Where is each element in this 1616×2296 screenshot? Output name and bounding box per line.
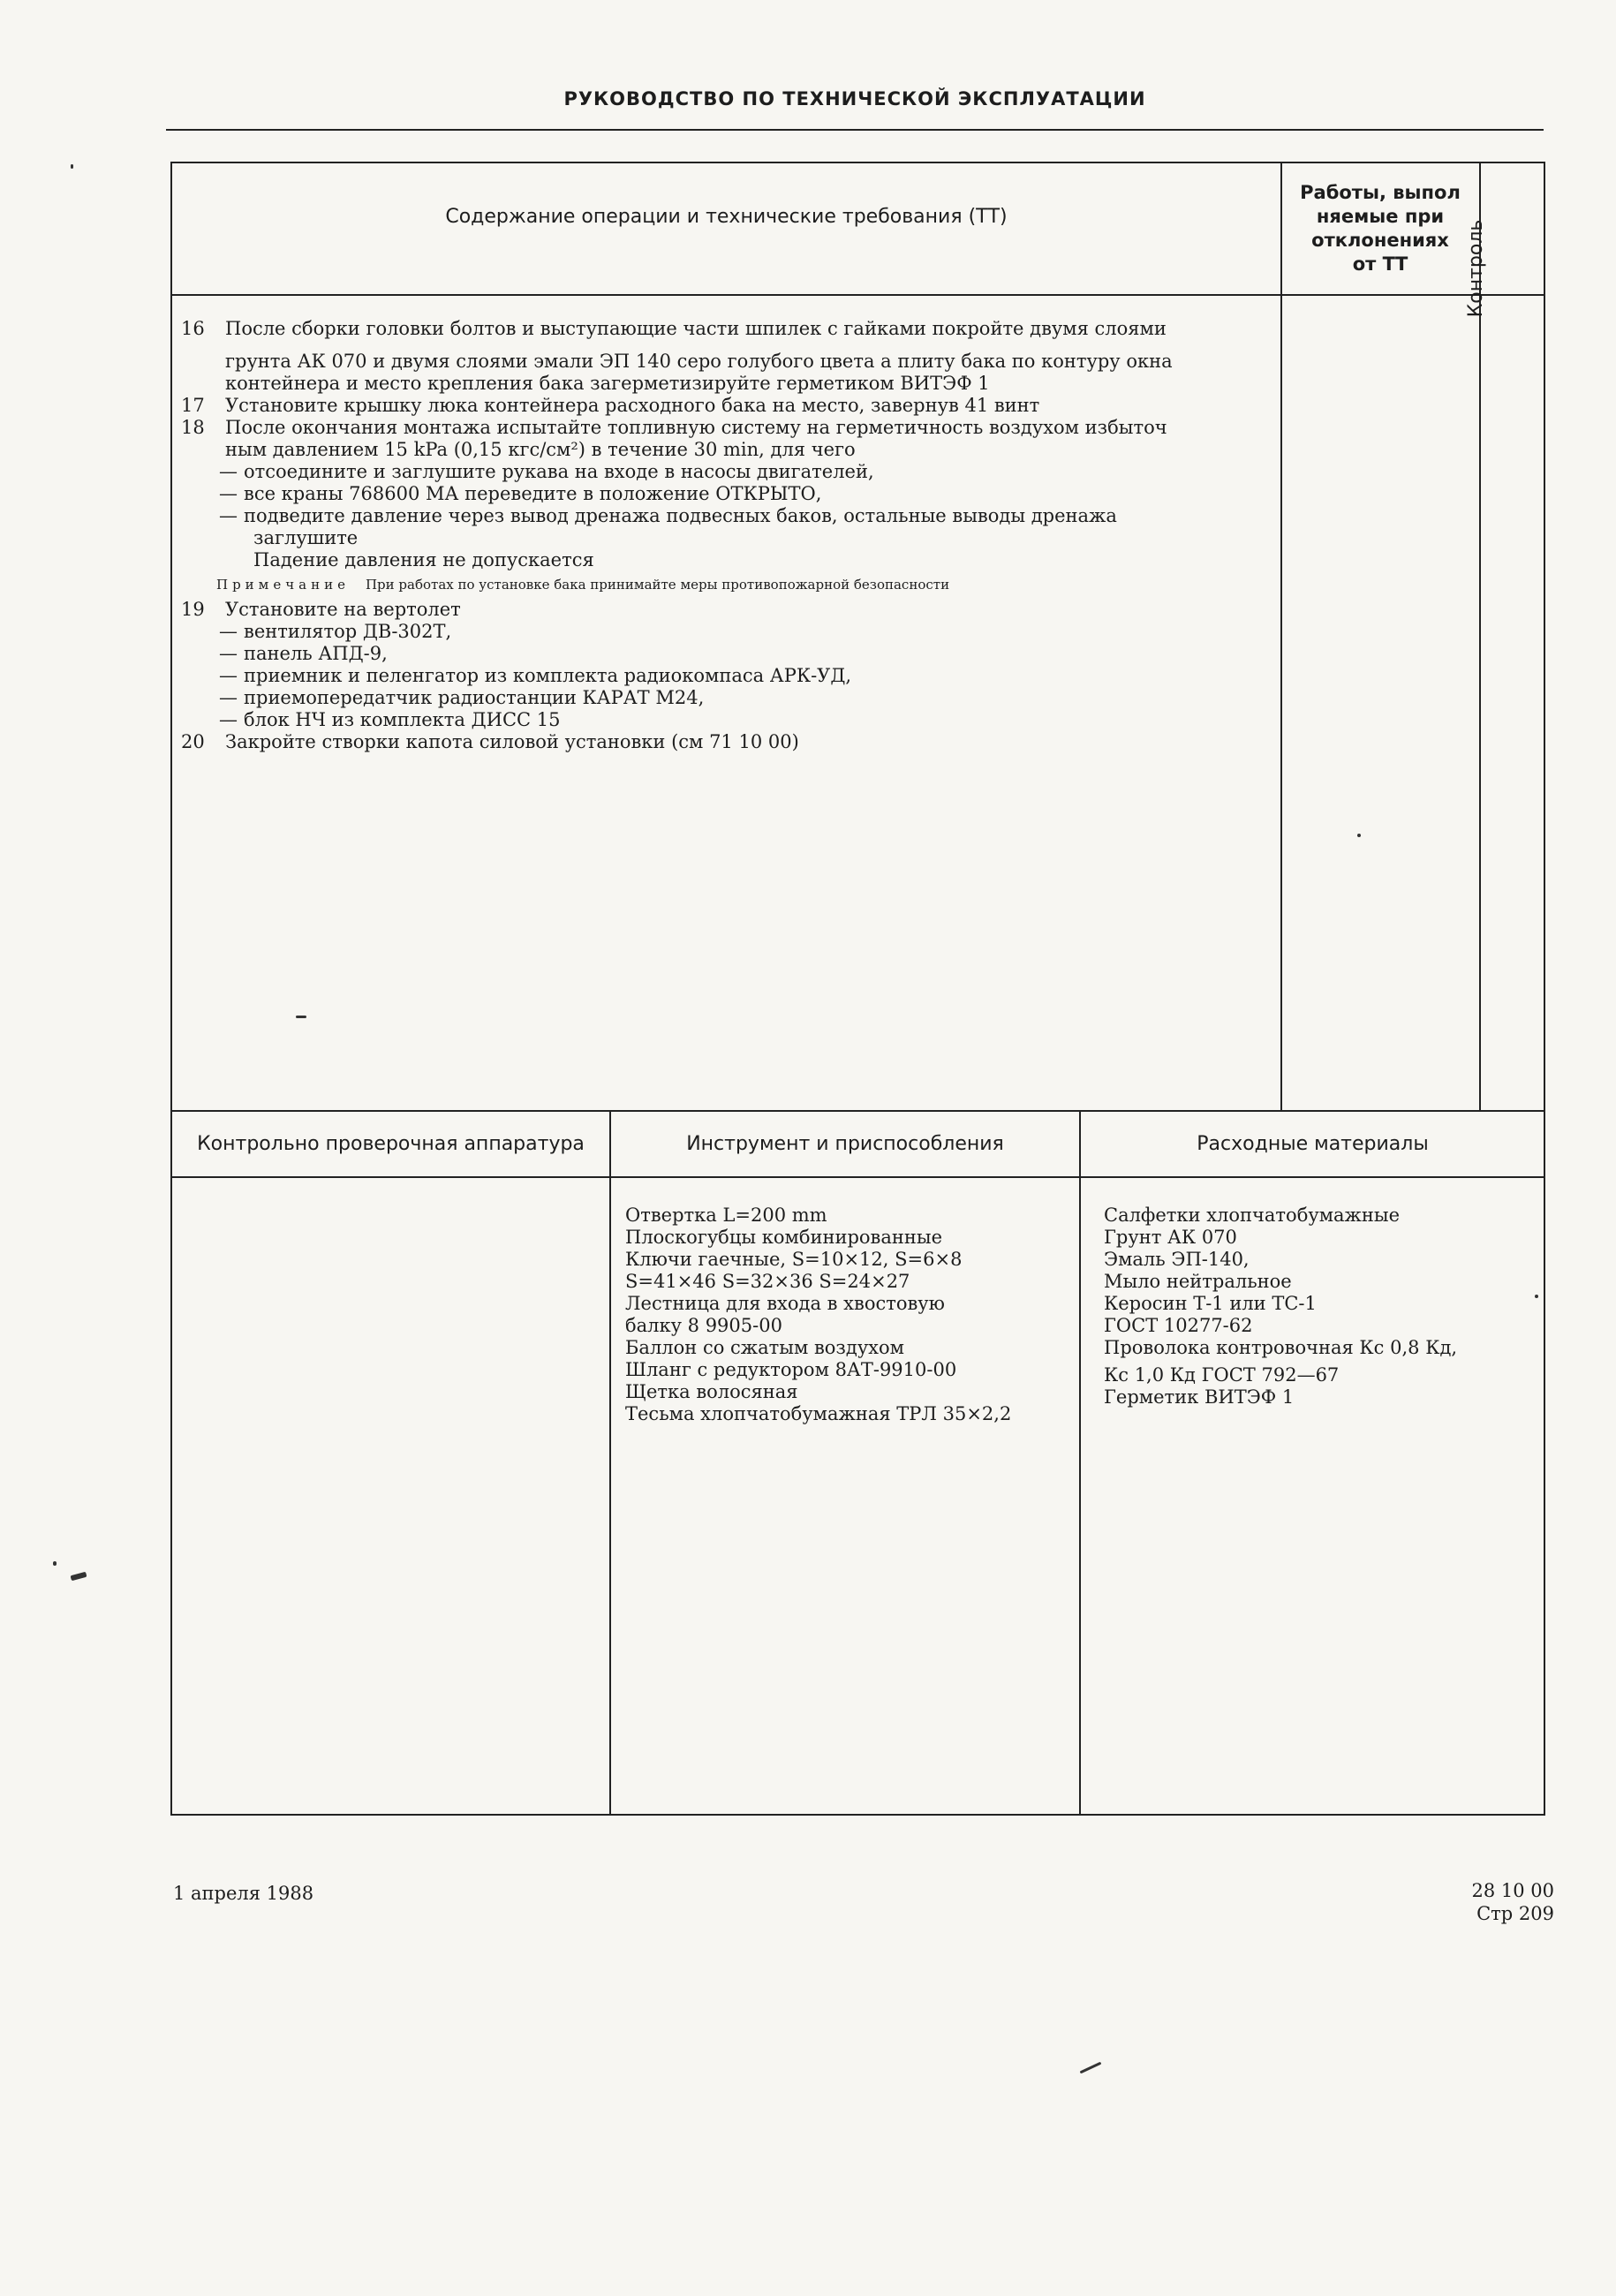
- column-header-control: Контроль: [1465, 219, 1487, 318]
- operation-continuation: Падение давления не допускается: [253, 549, 594, 570]
- list-item: Салфетки хлопчатобумажные: [1104, 1205, 1401, 1226]
- page-header-title: РУКОВОДСТВО ПО ТЕХНИЧЕСКОЙ ЭКСПЛУАТАЦИИ: [563, 88, 1146, 110]
- operation-continuation: заглушите: [253, 527, 359, 548]
- list-item: Мыло нейтральное: [1104, 1271, 1292, 1292]
- list-item: Лестница для входа в хвостовую: [625, 1293, 945, 1314]
- list-item: Грунт АК 070: [1104, 1227, 1237, 1248]
- list-item: Керосин Т-1 или ТС-1: [1104, 1293, 1317, 1314]
- scan-speck: [71, 164, 73, 169]
- operation-dash-item: — приемопередатчик радиостанции КАРАТ М24,: [219, 687, 705, 708]
- scan-speck: [1080, 2062, 1102, 2074]
- operation-step-19: 19 Установите на вертолет: [181, 599, 461, 620]
- divider-equipment-tools: [609, 1110, 611, 1816]
- operations-list: [181, 318, 1280, 753]
- footer-page-ref: [1448, 1879, 1554, 1925]
- bottom-section-top-rule: [170, 1110, 1545, 1112]
- column-header-equipment: Контрольно проверочная аппаратура: [197, 1133, 585, 1155]
- operation-dash-item: — панель АПД-9,: [219, 643, 388, 664]
- tools-list: [625, 1205, 1011, 1425]
- operation-step-17: 17 Установите крышку люка контейнера расходного бака на место, завернув 41 винт: [181, 395, 1040, 416]
- footer-section-code: 28 10 00: [1471, 1880, 1554, 1901]
- scan-speck: [53, 1561, 57, 1566]
- operation-dash-item: — блок НЧ из комплекта ДИСС 15: [219, 709, 561, 730]
- operation-step-16: 16 После сборки головки болтов и выступающие части шпилек с гайками покройте двумя слоями: [181, 318, 1167, 339]
- header-rule: [166, 129, 1544, 131]
- list-item: Отвертка L=200 mm: [625, 1205, 827, 1226]
- list-item: Шланг с редуктором 8АТ-9910-00: [625, 1359, 957, 1380]
- list-item: S=41×46 S=32×36 S=24×27: [625, 1271, 910, 1292]
- scan-speck: [1535, 1295, 1538, 1298]
- operation-continuation: грунта АК 070 и двумя слоями эмали ЭП 140 серо голубого цвета а плиту бака по контуру окна: [225, 351, 1173, 372]
- list-item: Эмаль ЭП-140,: [1104, 1249, 1250, 1270]
- operation-dash-item: — вентилятор ДВ-302Т,: [219, 621, 452, 642]
- list-item: Герметик ВИТЭФ 1: [1104, 1386, 1295, 1408]
- column-header-materials: Расходные материалы: [1197, 1133, 1429, 1155]
- column-header-operation: Содержание операции и технические требования (ТТ): [445, 206, 1008, 228]
- operation-step-20: 20 Закройте створки капота силовой установки (см 71 10 00): [181, 731, 799, 752]
- list-item: ГОСТ 10277-62: [1104, 1315, 1253, 1336]
- operation-note: Примечание При работах по установке бака принимайте меры противопожарной безопасности: [216, 577, 950, 593]
- operation-continuation: контейнера и место крепления бака загерметизируйте герметиком ВИТЭФ 1: [225, 373, 990, 394]
- scan-speck: [71, 1572, 87, 1581]
- scan-speck: [296, 1016, 306, 1018]
- footer-date: 1 апреля 1988: [173, 1883, 314, 1904]
- operation-dash-item: — подведите давление через вывод дренажа подвесных баков, остальные выводы дренажа: [219, 505, 1117, 526]
- operation-dash-item: — все краны 768600 МА переведите в положение ОТКРЫТО,: [219, 483, 822, 504]
- header-row-rule: [170, 294, 1545, 296]
- materials-list: [1104, 1205, 1457, 1409]
- list-item: Тесьма хлопчатобумажная ТРЛ 35×2,2: [625, 1403, 1012, 1424]
- list-item: Баллон со сжатым воздухом: [625, 1337, 904, 1358]
- operation-step-18: 18 После окончания монтажа испытайте топливную систему на герметичность воздухом избыточ: [181, 417, 1167, 438]
- column-header-deviation: Работы, выпол няемые при отклонениях от ТТ: [1300, 182, 1461, 275]
- footer-page-number: Стр 209: [1476, 1903, 1554, 1924]
- divider-tools-materials: [1079, 1110, 1081, 1816]
- column-header-tools: Инструмент и приспособления: [686, 1133, 1004, 1155]
- list-item: Щетка волосяная: [625, 1381, 798, 1402]
- operation-dash-item: — приемник и пеленгатор из комплекта радиокомпаса АРК-УД,: [219, 665, 852, 686]
- list-item: Плоскогубцы комбинированные: [625, 1227, 943, 1248]
- list-item: Проволока контровочная Кс 0,8 Кд,: [1104, 1337, 1458, 1358]
- list-item: Ключи гаечные, S=10×12, S=6×8: [625, 1249, 963, 1270]
- bottom-header-rule: [170, 1176, 1545, 1178]
- list-item: Кс 1,0 Кд ГОСТ 792—67: [1104, 1364, 1340, 1386]
- divider-operation-deviation: [1280, 162, 1282, 1111]
- list-item: балку 8 9905-00: [625, 1315, 782, 1336]
- scan-speck: [1357, 834, 1361, 837]
- operation-continuation: ным давлением 15 kPa (0,15 кгс/см²) в течение 30 min, для чего: [225, 439, 856, 460]
- operation-dash-item: — отсоедините и заглушите рукава на входе в насосы двигателей,: [219, 461, 874, 482]
